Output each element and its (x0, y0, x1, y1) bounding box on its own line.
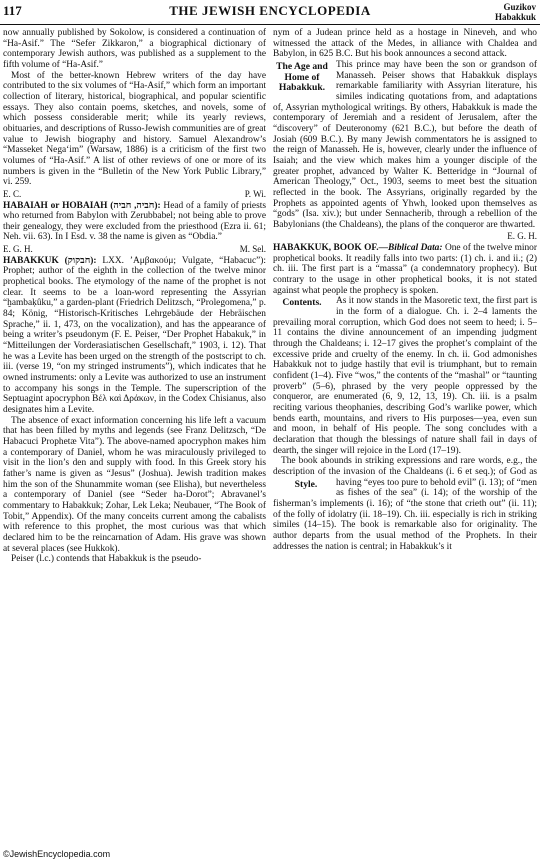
side-heading-age-home: The Age and Home of Habakkuk. (276, 60, 328, 94)
entry-book-of-habakkuk (273, 243, 537, 296)
right-column (273, 28, 537, 552)
signature-line (3, 189, 266, 200)
signature-author: M. Sel. (239, 244, 266, 255)
entry-text: One of the twelve minor prophetical books. It readily falls into two parts: (1) ch. i. and ii.; (2) ch. iii. The first part is a “massa” (a condemnatory prophecy). But contrary to the usage in other prophetical books, it is not stated against what people the prophecy is spoken. (273, 243, 537, 296)
paragraph-text: as fishes of the sea” (i. 14); of the worship of the fisherman’s implements (i. 16); of “the stone that crieth out” (ii. 11); of the folly of idolatry (ii. 18–19). Ch. iii. especially is rich in striking similes (14–15). The book is remarkable also for originality. The author departs from the usual method of the Prophets. In their addresses the nation is central; in Habakkuk’s it (273, 488, 537, 552)
paragraph-with-sidenote (273, 296, 537, 456)
side-heading-style: Style. (294, 478, 318, 490)
page-number: 117 (3, 3, 22, 18)
entry-text: LXX. ’Αμβακούμ; Vulgate, “Habacuc”): Prophet; author of the eighth in the collection of the twelve minor prophetical books. The etymology of the name of the prophet is not clear. It seems to be a loan-word representing the Assyrian “ḫambaḳûku,” a garden-plant (Friedrich Delitzsch, “Prolegomena,” p. 84; König, “Historisch-Kritisches Lehrgebäude der Hebräischen Sprache,” ii. 1, 473, on the vocalization), and has the appearance of being a writer’s pseudonym (F. E. Peiser, “Der Prophet Habakuk,” in “Mitteilungen der Vorderasiatischen Gesellschaft,” 1903, i. 12). That he was a Levite has been urged on the strength of the postscript to ch. iii. (verse 19, “on my stringed instruments”), which indicates that he owned instruments: only a Levite was authorized to use an instrument to accompany his songs in the Temple. The superscription of the Septuagint apocryphon Βέλ καὶ Δράκων, in the Codex Chisianus, also designates him a Levite. (3, 255, 267, 415)
paragraph: Peiser (l.c.) contends that Habakkuk is the pseudo- (11, 554, 202, 565)
headword: HABAKKUK, BOOK OF.— (273, 243, 388, 254)
paragraph: now annually published by Sokolow, is considered a continuation of “Ha-Asif.” The “Sefer Zikkaron,” a biographical dictionary of contemporary Jewish authors, was published as a supplement to the fifth volume of “Ha-Asif.” (3, 28, 266, 70)
paragraph: The absence of exact information concerning his life left a vacuum that has been filled by myths and legends (see Franz Delitzsch, “De Habacuci Prophetæ Vita”). The above-named apocryphon makes him a contemporary of Daniel, whom he was miraculously privileged to visit in the lion’s den and supply with food. In this Greek story his father’s name is given as “Jesus” (Joshua). Jewish tradition makes him the son of the Shunammite woman (see Elisha), but nevertheless a contemporary of Daniel (see “Seder ha-Dorot”; Abravanel’s commentary to Habakkuk; Zohar, Lek Leka; Neubauer, “The Book of Tobit,” Appendix). Of the many conceits current among the cabalists with reference to this prophet, the most curious was that which declared him to be the reincarnation of Adam. His grave was shown at several places (see Hukkok). (3, 415, 266, 554)
entry-habaiah (3, 201, 266, 244)
running-title: THE JEWISH ENCYCLOPEDIA (169, 3, 371, 18)
paragraph: nym of a Judean prince held as a hostage in Nineveh, and who witnessed the attack of the Medes, in alliance with Chaldea and Babylon, in 625 B.C. But his book announces a second attack. (273, 28, 537, 60)
catchword-last: Habakkuk (494, 12, 536, 22)
header-rule (0, 24, 540, 25)
signature-source: E. G. H. (3, 244, 33, 255)
catchword-first: Guzikov (503, 2, 536, 12)
headword: HABAIAH or HOBAIAH (חביה, חביה): (3, 200, 161, 211)
subheading-biblical-data: Biblical Data: (387, 243, 443, 254)
signature-line (273, 231, 537, 242)
paragraph-text: The book abounds in striking expressions and rare words, e.g., the description of the invasion of the Chaldeans (i. 6 et seq.); of God as having “eyes too pure to behold evil” (i. 13); of “men (273, 456, 537, 488)
page-header (0, 0, 540, 26)
paragraph-text: This prince may have been the son or grandson of Manasseh. Peiser shows that Habakkuk displays remarkable familiarity with Assyrian literature, his similes indicating quotations from, and adaptations of, Assyrian mythological writings. By others, Habakkuk is made the contemporary of Jeremiah and a resident of Jerusalem, after the “discovery” of Deuteronomy (621 B.C.), but before the death of Josiah (609 B.C.). By many Jewish commentators he is assigned to the reign of Manasseh. He is, however, clearly under the influence of Isaiah; and the view which makes him a younger disciple of the greater prophet, advanced by Walter K. Betteridge in “Journal of American Theology,” Oct., 1903, seems to meet best the situation reflected in the book. The Assyrians, originally regarded by the Prophets as appointed agents of Yhwh, looked upon themselves as “gods” (Isa. xiv.); but under Sennacherib, through a rebellion of the Babylonians (the Chaldeans), the plans of the conqueror are thwarted. (273, 59, 537, 230)
headword: HABAKKUK (חבקוק): (3, 255, 97, 266)
paragraph: Most of the better-known Hebrew writers of the day have contributed to the six volumes of “Ha-Asif,” which form an important collection of literary, historical, biographical, and popular scientific essays. They also contain poems, sketches, and novels, some of which possess considerable merit; while its yearly reviews, obituaries, and descriptions of Russo-Jewish communities are of great value to Jewish biography and history. Samuel Alexandrow’s “Masseket Nega‘im” (Warsaw, 1886) is a criticism of the first two volumes of “Ha-Asif.” A list of other reviews of one or more of its numbers is given in the “Bulletin of the New York Public Library,” vi. 259. (3, 70, 266, 188)
signature-author: P. Wi. (244, 188, 266, 199)
footer-credit: ©JewishEncyclopedia.com (3, 849, 111, 859)
catchwords (495, 2, 536, 22)
entry-habakkuk (3, 256, 266, 416)
paragraph-with-sidenote (273, 60, 537, 231)
paragraph-text: As it now stands in the Masoretic text, the first part is in the form of a dialogue. Ch. i. 2–4 laments the prevailing moral corruption, which God does not seem to heed; i. 5–11 contains the divine announcement of an impending judgment through the Chaldeans; i. 12–17 gives the prophet’s complaint of the excessive pride and cruelty of the enemy. In ch. ii. God admonishes Habakkuk not to judge hastily that evil is triumphant, but to remain confident (1–4). Five “wos,” the contents of the “mashal” or “taunting proverb” (5–6), phrased by the very people oppressed by the conqueror, are enumerated (6, 9, 12, 13, 19). Ch. iii. is a psalm reciting various theophanies, describing God’s warlike power, which bends earth, mountains, and rivers to His purposes—yea, even sun and moon, in behalf of His people. The song concludes with a declaration that though the blessings of nature shall fail in days of dearth, the singer will rejoice in the Lord (17–19). (273, 296, 538, 456)
entry-text: Head of a family of priests who returned from Babylon with Zerubbabel; not being able to prove their genealogy, they were excluded from the priesthood (Ezra ii. 61; Neh. vii. 63). In I Esd. v. 38 the name is given as “Obdia.” (3, 200, 266, 243)
paragraph (273, 456, 537, 552)
side-heading-contents: Contents. (282, 297, 322, 309)
signature-line (3, 244, 266, 255)
signature-source: E. C. (3, 188, 22, 199)
signature-source: E. G. H. (507, 231, 537, 242)
left-column (3, 28, 266, 565)
